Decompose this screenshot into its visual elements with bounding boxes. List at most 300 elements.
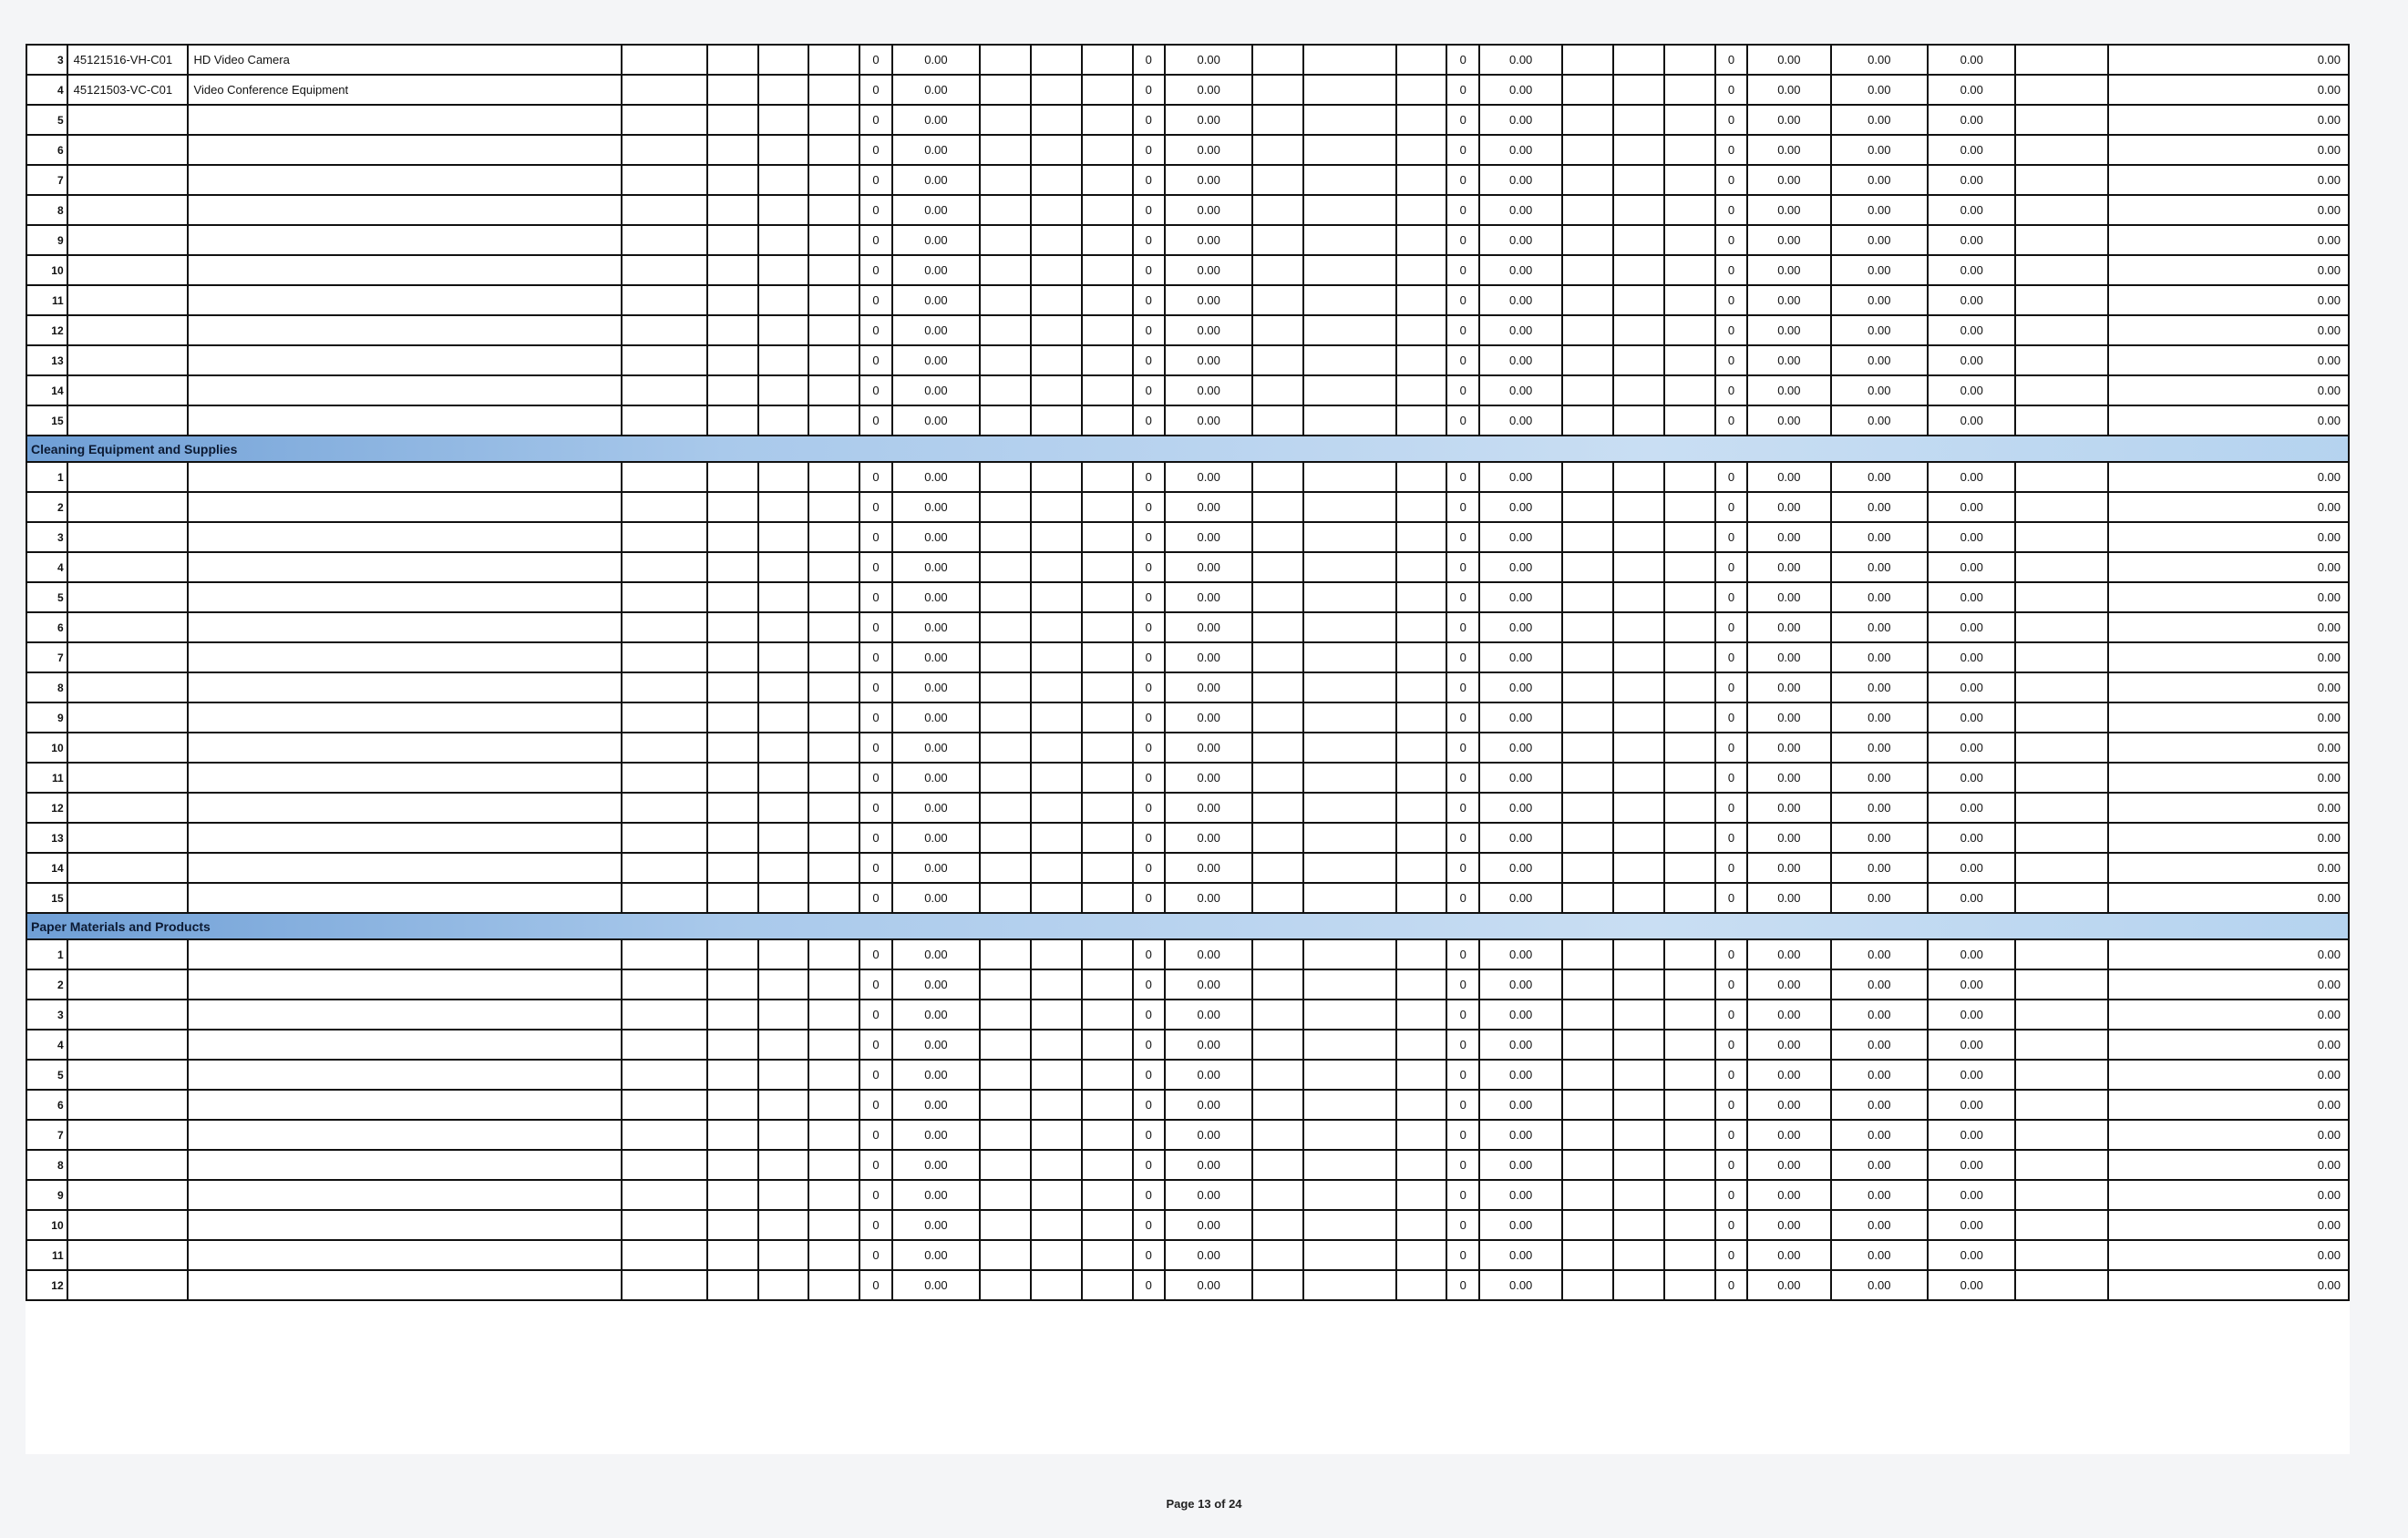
cell-c15 bbox=[1252, 793, 1303, 823]
cell-q1: 0 bbox=[859, 135, 892, 165]
cell-a2: 0.00 bbox=[1165, 315, 1252, 345]
cell-code bbox=[67, 1000, 188, 1030]
cell-c27 bbox=[2015, 255, 2107, 285]
cell-a1: 0.00 bbox=[892, 1240, 980, 1270]
table-row bbox=[26, 733, 2349, 763]
cell-c21 bbox=[1613, 793, 1664, 823]
cell-t1: 0.00 bbox=[1831, 552, 1929, 582]
cell-t2: 0.00 bbox=[1928, 612, 2015, 642]
cell-a2: 0.00 bbox=[1165, 1270, 1252, 1300]
cell-c12 bbox=[1082, 285, 1133, 315]
cell-c4 bbox=[622, 405, 706, 436]
cell-c20 bbox=[1562, 672, 1613, 702]
cell-t2: 0.00 bbox=[1928, 939, 2015, 969]
cell-total: 0.00 bbox=[2108, 195, 2349, 225]
cell-description bbox=[188, 285, 623, 315]
cell-a4: 0.00 bbox=[1747, 582, 1830, 612]
cell-c5 bbox=[707, 672, 758, 702]
cell-c4 bbox=[622, 939, 706, 969]
cell-c16 bbox=[1303, 1090, 1395, 1120]
cell-a1: 0.00 bbox=[892, 823, 980, 853]
cell-c22 bbox=[1664, 552, 1715, 582]
table-row bbox=[26, 1030, 2349, 1060]
table-row bbox=[26, 105, 2349, 135]
cell-q1: 0 bbox=[859, 733, 892, 763]
cell-t2: 0.00 bbox=[1928, 492, 2015, 522]
cell-c15 bbox=[1252, 1090, 1303, 1120]
cell-c20 bbox=[1562, 405, 1613, 436]
cell-no: 12 bbox=[26, 315, 67, 345]
cell-c6 bbox=[758, 582, 809, 612]
cell-a2: 0.00 bbox=[1165, 1090, 1252, 1120]
cell-t2: 0.00 bbox=[1928, 1060, 2015, 1090]
table-row bbox=[26, 939, 2349, 969]
cell-c22 bbox=[1664, 642, 1715, 672]
cell-c7 bbox=[808, 462, 859, 492]
cell-c12 bbox=[1082, 225, 1133, 255]
cell-c4 bbox=[622, 345, 706, 375]
cell-a4: 0.00 bbox=[1747, 492, 1830, 522]
cell-c27 bbox=[2015, 225, 2107, 255]
cell-q1: 0 bbox=[859, 1090, 892, 1120]
cell-a3: 0.00 bbox=[1479, 462, 1562, 492]
cell-description bbox=[188, 195, 623, 225]
cell-description bbox=[188, 135, 623, 165]
cell-c5 bbox=[707, 793, 758, 823]
cell-c11 bbox=[1031, 883, 1082, 913]
cell-a1: 0.00 bbox=[892, 462, 980, 492]
cell-t2: 0.00 bbox=[1928, 375, 2015, 405]
cell-no: 7 bbox=[26, 642, 67, 672]
cell-c21 bbox=[1613, 1120, 1664, 1150]
cell-total: 0.00 bbox=[2108, 345, 2349, 375]
cell-description bbox=[188, 763, 623, 793]
cell-c5 bbox=[707, 582, 758, 612]
cell-t2: 0.00 bbox=[1928, 763, 2015, 793]
cell-description bbox=[188, 853, 623, 883]
cell-q2: 0 bbox=[1133, 1060, 1166, 1090]
cell-description bbox=[188, 702, 623, 733]
cell-a4: 0.00 bbox=[1747, 612, 1830, 642]
cell-c5 bbox=[707, 552, 758, 582]
cell-c10 bbox=[980, 552, 1031, 582]
cell-a2: 0.00 bbox=[1165, 823, 1252, 853]
cell-q1: 0 bbox=[859, 552, 892, 582]
cell-q4: 0 bbox=[1715, 1240, 1748, 1270]
cell-a2: 0.00 bbox=[1165, 405, 1252, 436]
cell-c21 bbox=[1613, 552, 1664, 582]
cell-code bbox=[67, 1180, 188, 1210]
cell-q3: 0 bbox=[1446, 582, 1479, 612]
cell-c15 bbox=[1252, 165, 1303, 195]
cell-c6 bbox=[758, 285, 809, 315]
cell-c7 bbox=[808, 75, 859, 105]
table-row bbox=[26, 405, 2349, 436]
table-row bbox=[26, 165, 2349, 195]
cell-no: 8 bbox=[26, 1150, 67, 1180]
cell-c7 bbox=[808, 405, 859, 436]
cell-c10 bbox=[980, 939, 1031, 969]
cell-c20 bbox=[1562, 1270, 1613, 1300]
table-row bbox=[26, 522, 2349, 552]
cell-a3: 0.00 bbox=[1479, 345, 1562, 375]
cell-c21 bbox=[1613, 702, 1664, 733]
cell-c20 bbox=[1562, 135, 1613, 165]
cell-c11 bbox=[1031, 195, 1082, 225]
cell-c7 bbox=[808, 612, 859, 642]
cell-total: 0.00 bbox=[2108, 405, 2349, 436]
cell-a2: 0.00 bbox=[1165, 522, 1252, 552]
cell-c11 bbox=[1031, 285, 1082, 315]
cell-no: 5 bbox=[26, 105, 67, 135]
cell-c7 bbox=[808, 375, 859, 405]
cell-c21 bbox=[1613, 225, 1664, 255]
cell-c20 bbox=[1562, 853, 1613, 883]
cell-description bbox=[188, 552, 623, 582]
cell-q1: 0 bbox=[859, 853, 892, 883]
cell-c4 bbox=[622, 763, 706, 793]
cell-a3: 0.00 bbox=[1479, 45, 1562, 75]
cell-no: 9 bbox=[26, 225, 67, 255]
cell-description bbox=[188, 1060, 623, 1090]
cell-c22 bbox=[1664, 1000, 1715, 1030]
cell-c10 bbox=[980, 105, 1031, 135]
table-row bbox=[26, 285, 2349, 315]
cell-c20 bbox=[1562, 939, 1613, 969]
cell-c22 bbox=[1664, 939, 1715, 969]
cell-a1: 0.00 bbox=[892, 105, 980, 135]
table-row bbox=[26, 255, 2349, 285]
cell-a1: 0.00 bbox=[892, 1090, 980, 1120]
cell-c12 bbox=[1082, 823, 1133, 853]
cell-total: 0.00 bbox=[2108, 522, 2349, 552]
cell-q1: 0 bbox=[859, 225, 892, 255]
table-row bbox=[26, 642, 2349, 672]
table-row bbox=[26, 763, 2349, 793]
cell-q4: 0 bbox=[1715, 1060, 1748, 1090]
cell-t2: 0.00 bbox=[1928, 1150, 2015, 1180]
cell-q2: 0 bbox=[1133, 1030, 1166, 1060]
cell-code bbox=[67, 255, 188, 285]
cell-t1: 0.00 bbox=[1831, 1270, 1929, 1300]
cell-a3: 0.00 bbox=[1479, 1150, 1562, 1180]
cell-c7 bbox=[808, 733, 859, 763]
cell-c21 bbox=[1613, 642, 1664, 672]
cell-c6 bbox=[758, 195, 809, 225]
cell-q2: 0 bbox=[1133, 165, 1166, 195]
cell-a1: 0.00 bbox=[892, 1030, 980, 1060]
cell-t1: 0.00 bbox=[1831, 1000, 1929, 1030]
cell-a2: 0.00 bbox=[1165, 285, 1252, 315]
cell-c6 bbox=[758, 315, 809, 345]
cell-a1: 0.00 bbox=[892, 405, 980, 436]
cell-c12 bbox=[1082, 1150, 1133, 1180]
cell-total: 0.00 bbox=[2108, 135, 2349, 165]
cell-c20 bbox=[1562, 612, 1613, 642]
cell-c4 bbox=[622, 225, 706, 255]
cell-c27 bbox=[2015, 285, 2107, 315]
cell-t2: 0.00 bbox=[1928, 1270, 2015, 1300]
cell-total: 0.00 bbox=[2108, 702, 2349, 733]
cell-q3: 0 bbox=[1446, 763, 1479, 793]
cell-c11 bbox=[1031, 345, 1082, 375]
cell-q2: 0 bbox=[1133, 462, 1166, 492]
cell-t1: 0.00 bbox=[1831, 195, 1929, 225]
cell-q3: 0 bbox=[1446, 462, 1479, 492]
cell-q4: 0 bbox=[1715, 793, 1748, 823]
cell-c21 bbox=[1613, 763, 1664, 793]
cell-a1: 0.00 bbox=[892, 763, 980, 793]
page-number: Page 13 of 24 bbox=[1166, 1497, 1242, 1511]
cell-q3: 0 bbox=[1446, 255, 1479, 285]
cell-a1: 0.00 bbox=[892, 1060, 980, 1090]
table-row bbox=[26, 1240, 2349, 1270]
cell-q1: 0 bbox=[859, 1240, 892, 1270]
cell-q1: 0 bbox=[859, 75, 892, 105]
cell-c20 bbox=[1562, 462, 1613, 492]
cell-a3: 0.00 bbox=[1479, 375, 1562, 405]
cell-code bbox=[67, 1270, 188, 1300]
cell-c4 bbox=[622, 1210, 706, 1240]
cell-t1: 0.00 bbox=[1831, 733, 1929, 763]
cell-a3: 0.00 bbox=[1479, 763, 1562, 793]
cell-no: 9 bbox=[26, 702, 67, 733]
cell-c22 bbox=[1664, 969, 1715, 1000]
section-header-row bbox=[26, 436, 2349, 462]
cell-c5 bbox=[707, 345, 758, 375]
cell-description bbox=[188, 1270, 623, 1300]
cell-total: 0.00 bbox=[2108, 225, 2349, 255]
cell-q2: 0 bbox=[1133, 195, 1166, 225]
cell-c12 bbox=[1082, 45, 1133, 75]
cell-c16 bbox=[1303, 672, 1395, 702]
cell-t1: 0.00 bbox=[1831, 969, 1929, 1000]
table-row bbox=[26, 552, 2349, 582]
cell-total: 0.00 bbox=[2108, 45, 2349, 75]
cell-a4: 0.00 bbox=[1747, 1090, 1830, 1120]
cell-q1: 0 bbox=[859, 672, 892, 702]
cell-c11 bbox=[1031, 1090, 1082, 1120]
cell-a3: 0.00 bbox=[1479, 853, 1562, 883]
cell-c15 bbox=[1252, 315, 1303, 345]
cell-code bbox=[67, 939, 188, 969]
cell-c16 bbox=[1303, 582, 1395, 612]
cell-c21 bbox=[1613, 405, 1664, 436]
cell-q4: 0 bbox=[1715, 105, 1748, 135]
cell-c22 bbox=[1664, 853, 1715, 883]
table-row bbox=[26, 1090, 2349, 1120]
cell-q3: 0 bbox=[1446, 733, 1479, 763]
cell-code bbox=[67, 405, 188, 436]
table-row bbox=[26, 1210, 2349, 1240]
cell-t2: 0.00 bbox=[1928, 969, 2015, 1000]
cell-c7 bbox=[808, 853, 859, 883]
cell-c7 bbox=[808, 1210, 859, 1240]
cell-c6 bbox=[758, 1090, 809, 1120]
cell-c27 bbox=[2015, 165, 2107, 195]
table-row bbox=[26, 612, 2349, 642]
cell-q4: 0 bbox=[1715, 1270, 1748, 1300]
cell-c5 bbox=[707, 135, 758, 165]
cell-no: 7 bbox=[26, 165, 67, 195]
cell-c6 bbox=[758, 1030, 809, 1060]
cell-q2: 0 bbox=[1133, 672, 1166, 702]
cell-code bbox=[67, 1150, 188, 1180]
cell-c5 bbox=[707, 763, 758, 793]
cell-a4: 0.00 bbox=[1747, 135, 1830, 165]
cell-c17 bbox=[1396, 135, 1447, 165]
cell-c21 bbox=[1613, 1090, 1664, 1120]
cell-a2: 0.00 bbox=[1165, 105, 1252, 135]
cell-c10 bbox=[980, 375, 1031, 405]
cell-c12 bbox=[1082, 969, 1133, 1000]
cell-a4: 0.00 bbox=[1747, 45, 1830, 75]
cell-code bbox=[67, 702, 188, 733]
cell-c20 bbox=[1562, 883, 1613, 913]
cell-c22 bbox=[1664, 165, 1715, 195]
cell-q3: 0 bbox=[1446, 405, 1479, 436]
cell-total: 0.00 bbox=[2108, 1090, 2349, 1120]
cell-q4: 0 bbox=[1715, 225, 1748, 255]
cell-c10 bbox=[980, 135, 1031, 165]
cell-a3: 0.00 bbox=[1479, 1030, 1562, 1060]
cell-a1: 0.00 bbox=[892, 255, 980, 285]
cell-c12 bbox=[1082, 405, 1133, 436]
cell-q1: 0 bbox=[859, 45, 892, 75]
cell-q3: 0 bbox=[1446, 285, 1479, 315]
cell-a4: 0.00 bbox=[1747, 462, 1830, 492]
cell-t2: 0.00 bbox=[1928, 733, 2015, 763]
cell-a2: 0.00 bbox=[1165, 853, 1252, 883]
cell-c20 bbox=[1562, 793, 1613, 823]
cell-c12 bbox=[1082, 763, 1133, 793]
cell-description bbox=[188, 1090, 623, 1120]
cell-q4: 0 bbox=[1715, 315, 1748, 345]
cell-c17 bbox=[1396, 1180, 1447, 1210]
cell-code bbox=[67, 883, 188, 913]
cell-q2: 0 bbox=[1133, 612, 1166, 642]
cell-q2: 0 bbox=[1133, 1270, 1166, 1300]
cell-c12 bbox=[1082, 552, 1133, 582]
cell-a2: 0.00 bbox=[1165, 612, 1252, 642]
cell-c16 bbox=[1303, 522, 1395, 552]
cell-c21 bbox=[1613, 492, 1664, 522]
cell-q3: 0 bbox=[1446, 1210, 1479, 1240]
cell-c20 bbox=[1562, 969, 1613, 1000]
cell-c27 bbox=[2015, 763, 2107, 793]
cell-q4: 0 bbox=[1715, 492, 1748, 522]
table-body bbox=[26, 45, 2349, 1300]
cell-no: 11 bbox=[26, 1240, 67, 1270]
cell-c11 bbox=[1031, 135, 1082, 165]
cell-c6 bbox=[758, 612, 809, 642]
cell-description bbox=[188, 462, 623, 492]
cell-description bbox=[188, 1150, 623, 1180]
cell-total: 0.00 bbox=[2108, 1060, 2349, 1090]
table-row bbox=[26, 883, 2349, 913]
cell-description bbox=[188, 165, 623, 195]
cell-c27 bbox=[2015, 105, 2107, 135]
cell-c11 bbox=[1031, 1240, 1082, 1270]
cell-description bbox=[188, 1030, 623, 1060]
cell-c16 bbox=[1303, 763, 1395, 793]
cell-a4: 0.00 bbox=[1747, 375, 1830, 405]
cell-q4: 0 bbox=[1715, 969, 1748, 1000]
cell-c5 bbox=[707, 1120, 758, 1150]
cell-q2: 0 bbox=[1133, 1240, 1166, 1270]
cell-c6 bbox=[758, 672, 809, 702]
cell-a3: 0.00 bbox=[1479, 195, 1562, 225]
cell-c10 bbox=[980, 462, 1031, 492]
cell-a1: 0.00 bbox=[892, 315, 980, 345]
cell-c7 bbox=[808, 225, 859, 255]
cell-c7 bbox=[808, 315, 859, 345]
cell-c17 bbox=[1396, 1090, 1447, 1120]
cell-a4: 0.00 bbox=[1747, 1030, 1830, 1060]
cell-q2: 0 bbox=[1133, 969, 1166, 1000]
cell-c27 bbox=[2015, 522, 2107, 552]
cell-c12 bbox=[1082, 345, 1133, 375]
cell-code bbox=[67, 135, 188, 165]
cell-c10 bbox=[980, 612, 1031, 642]
cell-a1: 0.00 bbox=[892, 1180, 980, 1210]
cell-c10 bbox=[980, 1270, 1031, 1300]
cell-q1: 0 bbox=[859, 522, 892, 552]
cell-t1: 0.00 bbox=[1831, 1060, 1929, 1090]
cell-c4 bbox=[622, 105, 706, 135]
cell-a2: 0.00 bbox=[1165, 672, 1252, 702]
cell-c15 bbox=[1252, 195, 1303, 225]
cell-t1: 0.00 bbox=[1831, 1030, 1929, 1060]
cell-c16 bbox=[1303, 375, 1395, 405]
cell-c6 bbox=[758, 1180, 809, 1210]
cell-c6 bbox=[758, 492, 809, 522]
cell-c7 bbox=[808, 823, 859, 853]
cell-a3: 0.00 bbox=[1479, 672, 1562, 702]
cell-c12 bbox=[1082, 1270, 1133, 1300]
cell-c6 bbox=[758, 105, 809, 135]
cell-c17 bbox=[1396, 225, 1447, 255]
cell-total: 0.00 bbox=[2108, 165, 2349, 195]
cell-c17 bbox=[1396, 969, 1447, 1000]
cell-description bbox=[188, 939, 623, 969]
cell-q4: 0 bbox=[1715, 1150, 1748, 1180]
cell-q1: 0 bbox=[859, 612, 892, 642]
cell-c6 bbox=[758, 939, 809, 969]
cell-q3: 0 bbox=[1446, 1000, 1479, 1030]
cell-c15 bbox=[1252, 1270, 1303, 1300]
cell-t1: 0.00 bbox=[1831, 75, 1929, 105]
cell-c5 bbox=[707, 315, 758, 345]
cell-c12 bbox=[1082, 75, 1133, 105]
cell-q1: 0 bbox=[859, 1150, 892, 1180]
cell-c12 bbox=[1082, 612, 1133, 642]
cell-c16 bbox=[1303, 939, 1395, 969]
cell-c15 bbox=[1252, 1000, 1303, 1030]
cell-c15 bbox=[1252, 939, 1303, 969]
section-title: Paper Materials and Products bbox=[26, 913, 2349, 939]
cell-a3: 0.00 bbox=[1479, 612, 1562, 642]
cell-c21 bbox=[1613, 582, 1664, 612]
cell-c22 bbox=[1664, 1150, 1715, 1180]
cell-a2: 0.00 bbox=[1165, 1180, 1252, 1210]
cell-c6 bbox=[758, 763, 809, 793]
cell-q1: 0 bbox=[859, 255, 892, 285]
cell-code bbox=[67, 345, 188, 375]
cell-c11 bbox=[1031, 315, 1082, 345]
cell-c4 bbox=[622, 45, 706, 75]
cell-a2: 0.00 bbox=[1165, 793, 1252, 823]
